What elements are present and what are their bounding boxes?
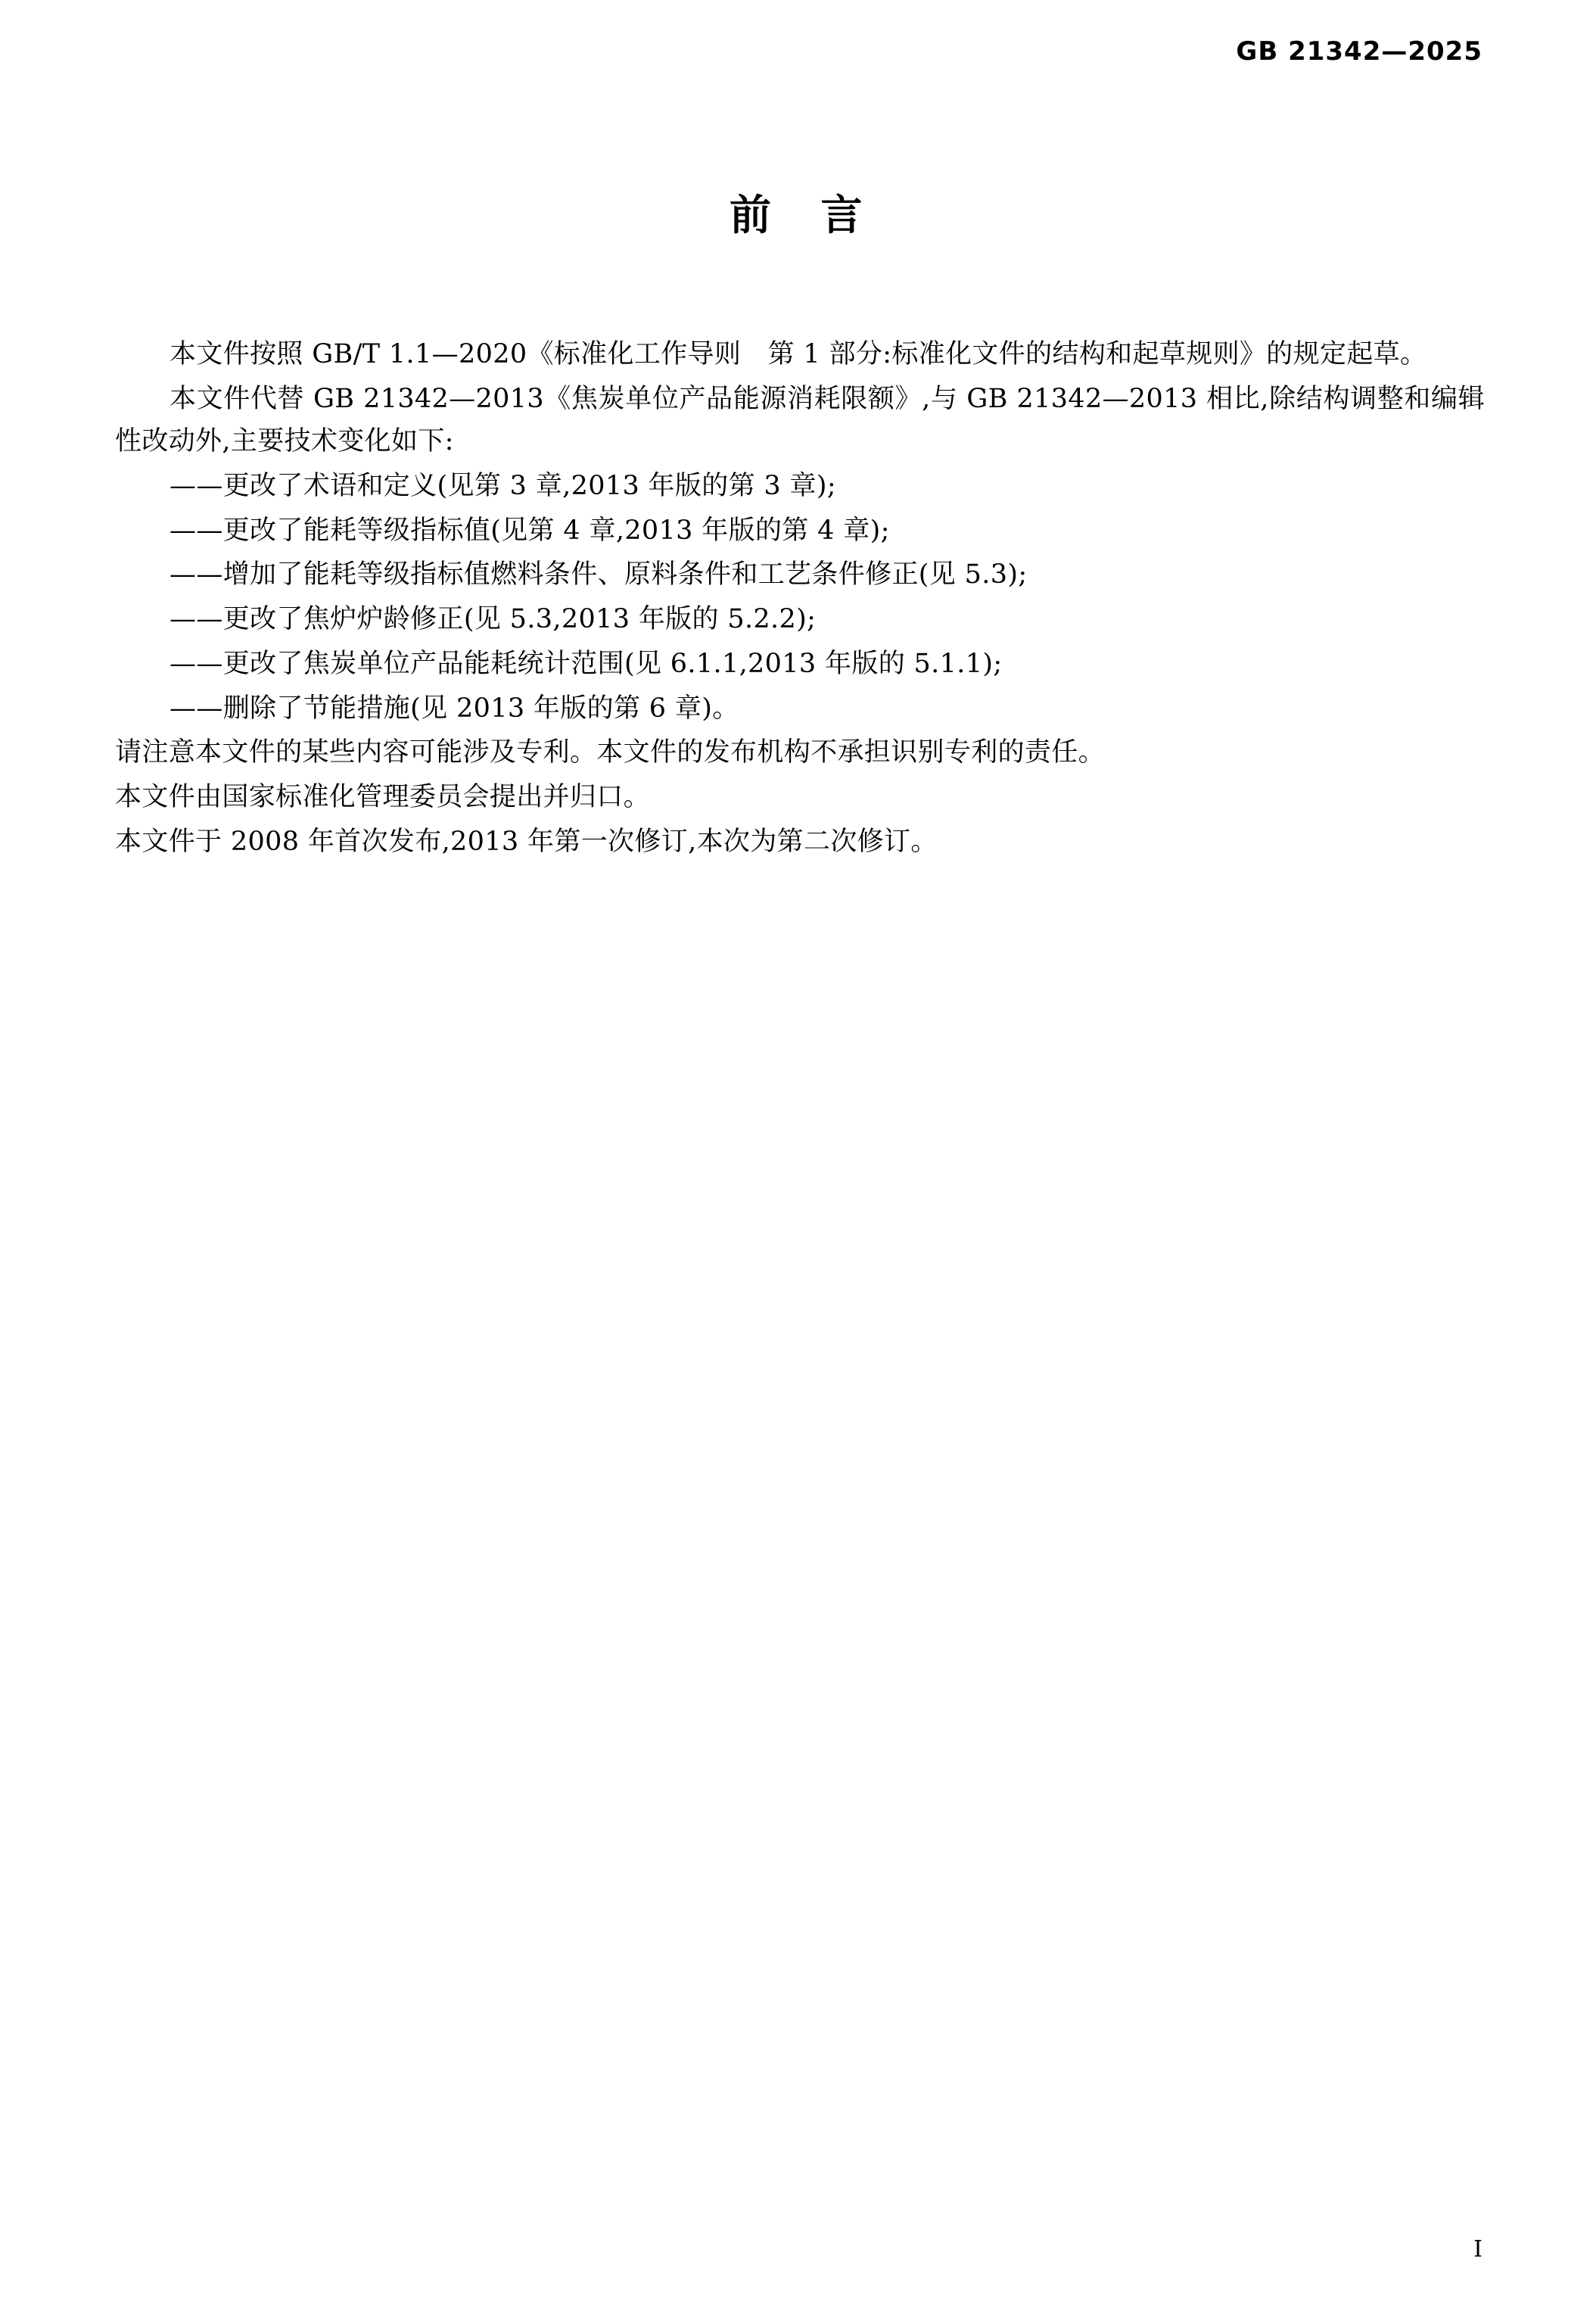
page-number: I [1473,2236,1482,2263]
foreword-body [115,333,1485,864]
change-item: ——更改了焦炭单位产品能耗统计范围(见 6.1.1,2013 年版的 5.1.1); [170,648,1003,679]
change-item: ——删除了节能措施(见 2013 年版的第 6 章)。 [170,693,739,724]
page-title [0,182,1596,241]
paragraph-drafting-basis: 本文件按照 GB/T 1.1—2020《标准化工作导则 第 1 部分:标准化文件的结构和起草规则》的规定起草。 [170,339,1427,369]
change-item: ——更改了焦炉炉龄修正(见 5.3,2013 年版的 5.2.2); [170,604,817,635]
change-item: ——更改了能耗等级指标值(见第 4 章,2013 年版的第 4 章); [170,515,890,546]
change-item: ——更改了术语和定义(见第 3 章,2013 年版的第 3 章); [170,471,837,502]
note-patent: 请注意本文件的某些内容可能涉及专利。本文件的发布机构不承担识别专利的责任。 [115,737,1105,768]
page-title-right: 言 [820,190,867,239]
note-issuing-body: 本文件由国家标准化管理委员会提出并归口。 [115,781,651,812]
page-title-left: 前 [729,190,776,239]
page-header-standard-number: GB 21342—2025 [1236,36,1482,67]
paragraph-replacement: 本文件代替 GB 21342—2013《焦炭单位产品能源消耗限额》,与 GB 21342—2013 相比,除结构调整和编辑性改动外,主要技术变化如下: [115,383,1485,457]
note-revision-history: 本文件于 2008 年首次发布,2013 年第一次修订,本次为第二次修订。 [115,826,938,857]
change-item: ——增加了能耗等级指标值燃料条件、原料条件和工艺条件修正(见 5.3); [170,559,1028,590]
